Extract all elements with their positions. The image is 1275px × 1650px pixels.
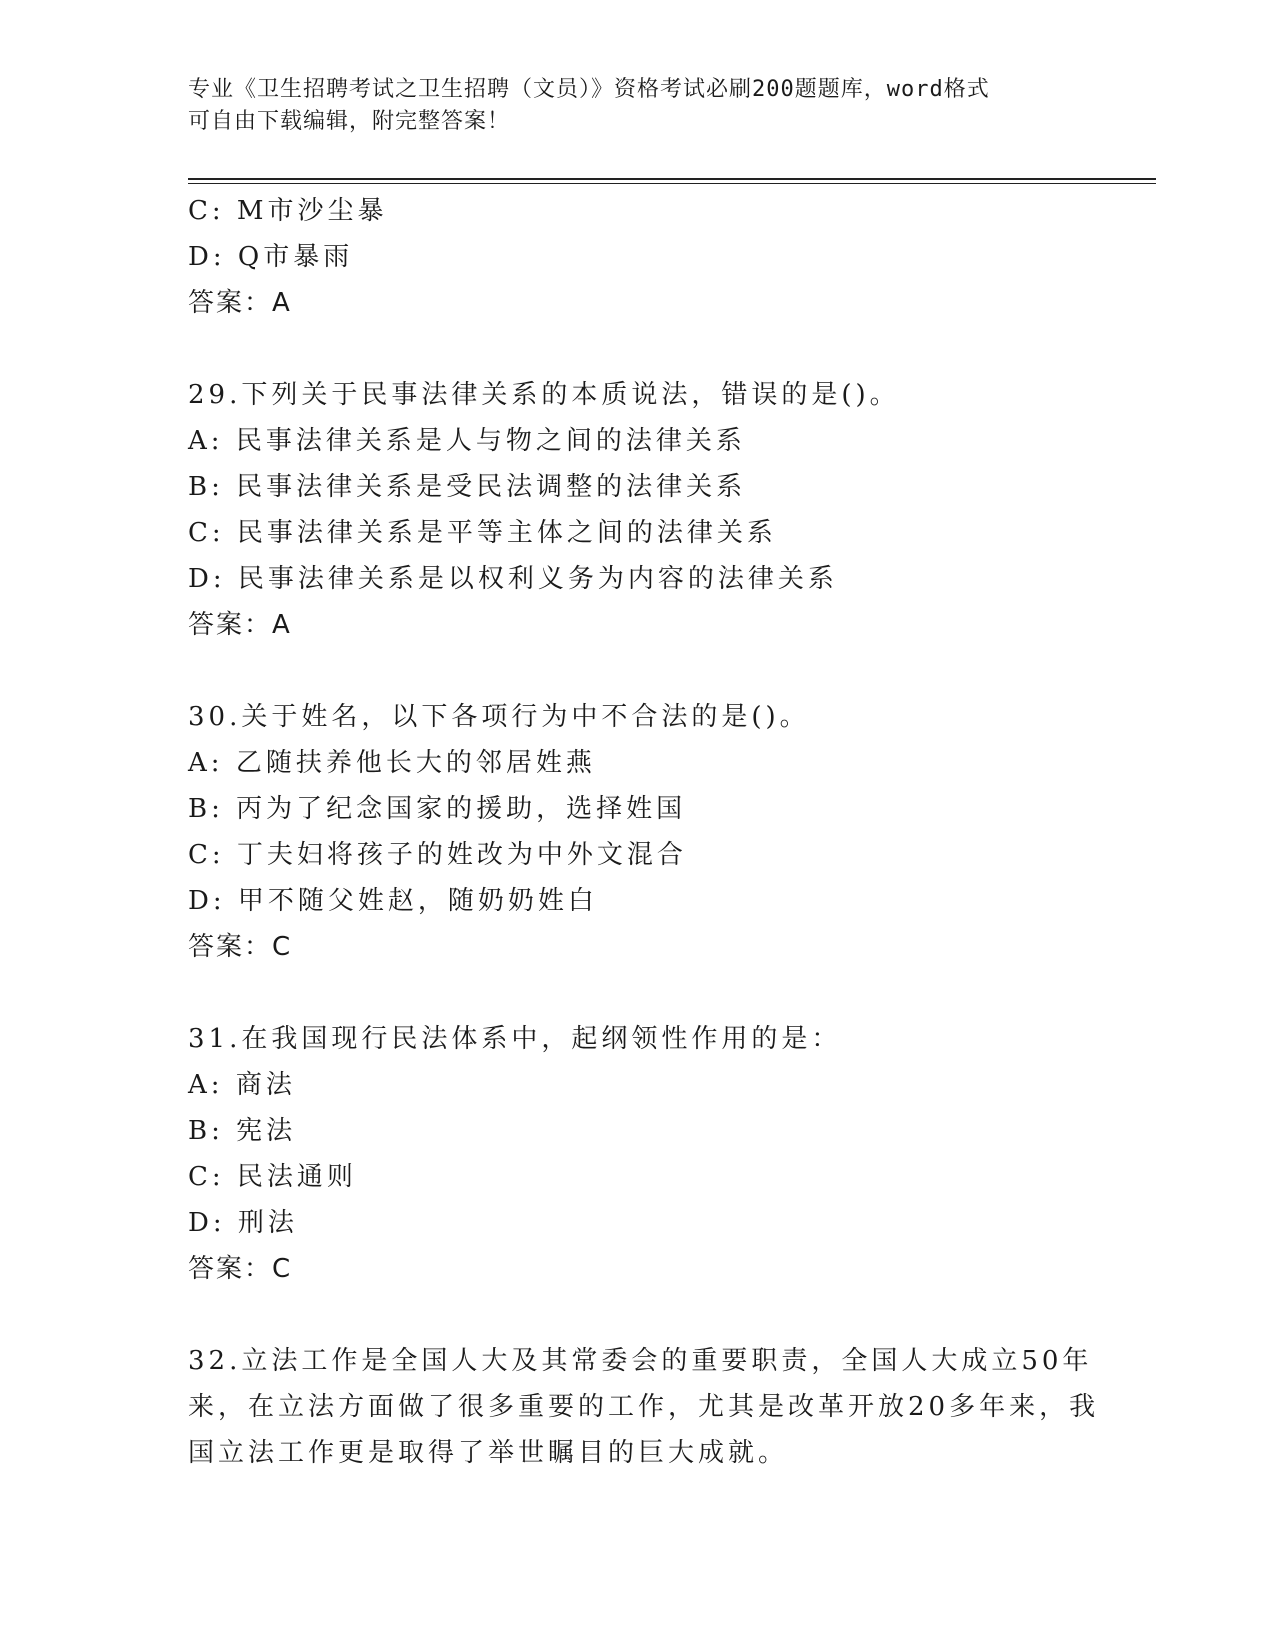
option-text: 宪法 xyxy=(236,1116,297,1146)
option-d xyxy=(188,556,1088,602)
option-d xyxy=(188,234,1088,280)
option-text: 民事法律关系是受民法调整的法律关系 xyxy=(236,472,747,502)
option-text: Q市暴雨 xyxy=(237,242,354,272)
option-label: B: xyxy=(188,472,224,502)
option-label: C: xyxy=(188,196,225,226)
question-stem: 31.在我国现行民法体系中，起纲领性作用的是： xyxy=(188,1024,842,1054)
option-text: 丙为了纪念国家的援助，选择姓国 xyxy=(236,794,687,824)
option-label: B: xyxy=(188,794,224,824)
question-stem-line-2: 来，在立法方面做了很多重要的工作，尤其是改革开放20多年来，我 xyxy=(188,1392,1100,1422)
option-label: A: xyxy=(188,748,224,778)
option-label: D: xyxy=(188,886,226,916)
document-header xyxy=(188,74,1068,138)
option-a xyxy=(188,418,1088,464)
answer-line: 答案：A xyxy=(188,610,292,640)
option-label: A: xyxy=(188,1070,224,1100)
option-b xyxy=(188,786,1088,832)
option-text: 商法 xyxy=(235,1070,296,1100)
option-label: C: xyxy=(188,840,225,870)
option-c xyxy=(188,510,1088,556)
option-text: 刑法 xyxy=(237,1208,298,1238)
question-30 xyxy=(188,694,1088,970)
option-text: 民事法律关系是人与物之间的法律关系 xyxy=(235,426,746,456)
option-text: 甲不随父姓赵，随奶奶姓白 xyxy=(237,886,598,916)
option-text: 民事法律关系是平等主体之间的法律关系 xyxy=(236,518,777,548)
option-b xyxy=(188,1108,1088,1154)
option-label: D: xyxy=(188,564,226,594)
option-label: C: xyxy=(188,518,225,548)
option-a xyxy=(188,1062,1088,1108)
option-label: D: xyxy=(188,242,226,272)
question-29 xyxy=(188,372,1088,648)
answer-line: 答案：A xyxy=(188,288,292,318)
header-line-1: 专业《卫生招聘考试之卫生招聘（文员）》资格考试必刷200题题库，word格式 xyxy=(188,77,990,102)
question-stem: 30.关于姓名，以下各项行为中不合法的是()。 xyxy=(188,702,810,732)
question-stem: 29.下列关于民事法律关系的本质说法，错误的是()。 xyxy=(188,380,900,410)
option-text: M市沙尘暴 xyxy=(236,196,388,226)
question-31 xyxy=(188,1016,1088,1292)
header-line-2: 可自由下载编辑，附完整答案！ xyxy=(188,109,511,134)
question-continuation xyxy=(188,188,1088,326)
option-label: A: xyxy=(188,426,224,456)
option-a xyxy=(188,740,1088,786)
header-divider xyxy=(188,178,1156,184)
question-32 xyxy=(188,1338,1100,1476)
document-body xyxy=(188,188,1100,1476)
answer-line: 答案：C xyxy=(188,932,293,962)
option-d xyxy=(188,878,1088,924)
option-label: C: xyxy=(188,1162,225,1192)
option-label: D: xyxy=(188,1208,226,1238)
option-c xyxy=(188,188,1088,234)
option-label: B: xyxy=(188,1116,224,1146)
option-c xyxy=(188,832,1088,878)
option-d xyxy=(188,1200,1088,1246)
question-stem-line-1: 32.立法工作是全国人大及其常委会的重要职责，全国人大成立50年 xyxy=(188,1346,1093,1376)
option-text: 乙随扶养他长大的邻居姓燕 xyxy=(235,748,596,778)
option-c xyxy=(188,1154,1088,1200)
question-stem-line-3: 国立法工作更是取得了举世瞩目的巨大成就。 xyxy=(188,1438,789,1468)
option-text: 民法通则 xyxy=(236,1162,357,1192)
option-b xyxy=(188,464,1088,510)
answer-line: 答案：C xyxy=(188,1254,293,1284)
option-text: 丁夫妇将孩子的姓改为中外文混合 xyxy=(236,840,687,870)
option-text: 民事法律关系是以权利义务为内容的法律关系 xyxy=(237,564,838,594)
